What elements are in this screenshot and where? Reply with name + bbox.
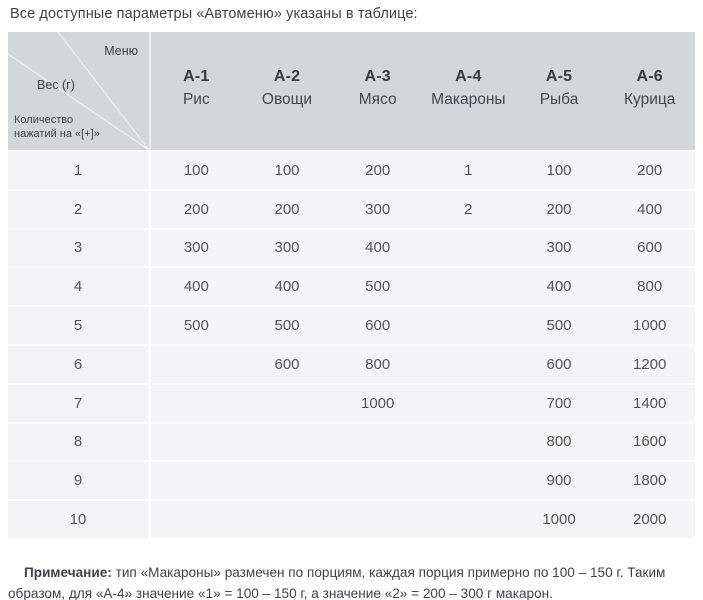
value-cell-a6: 600 xyxy=(637,239,663,257)
presses-cell: 5 xyxy=(8,307,151,344)
column-code: А-3 xyxy=(364,68,391,85)
value-cell-a5: 900 xyxy=(546,472,572,490)
value-cell-a3: 600 xyxy=(365,317,391,335)
presses-cell: 3 xyxy=(8,230,151,267)
presses-cell: 8 xyxy=(8,424,151,461)
value-cell-a2: 600 xyxy=(274,355,300,373)
table-row xyxy=(8,228,695,267)
presses-cell: 2 xyxy=(8,191,151,228)
value-cell-a1 xyxy=(151,424,242,461)
value-cell-a1 xyxy=(151,462,242,499)
value-cell-a3: 800 xyxy=(365,355,391,373)
value-cell-a6: 2000 xyxy=(633,511,667,529)
column-name: Мясо xyxy=(358,91,397,108)
value-cell-a4 xyxy=(423,424,514,461)
value-cell-a5: 1000 xyxy=(542,511,576,529)
value-cell-a6: 1400 xyxy=(633,394,667,412)
table-row xyxy=(8,383,695,422)
header-columns xyxy=(151,32,695,150)
value-cell-a1: 100 xyxy=(183,161,209,179)
table-row xyxy=(8,305,695,344)
presses-cell: 4 xyxy=(8,268,151,305)
column-code: А-5 xyxy=(545,68,573,85)
value-cell-a5: 200 xyxy=(546,200,572,218)
value-cell-a1: 500 xyxy=(183,317,209,335)
value-cell-a1 xyxy=(151,385,242,422)
table-row xyxy=(8,344,695,383)
corner-label-weight: Вес (г) xyxy=(37,78,75,92)
value-cell-a2: 300 xyxy=(274,239,300,257)
value-cell-a5: 400 xyxy=(546,278,572,296)
table-body xyxy=(8,150,695,538)
presses-cell: 10 xyxy=(8,501,151,538)
value-cell-a3: 1000 xyxy=(360,394,395,412)
value-cell-a2 xyxy=(242,424,333,461)
footnote xyxy=(8,562,697,600)
column-header xyxy=(604,32,695,150)
page-title: Все доступные параметры «Автоменю» указаны в таблице: xyxy=(10,6,418,22)
column-name: Рыба xyxy=(539,91,579,108)
presses-cell: 1 xyxy=(8,152,151,189)
value-cell-a2: 100 xyxy=(274,161,300,179)
value-cell-a2: 400 xyxy=(274,278,300,296)
value-cell-a5: 500 xyxy=(546,317,572,335)
value-cell-a3: 300 xyxy=(365,200,391,218)
table-row xyxy=(8,150,695,189)
presses-cell: 6 xyxy=(8,346,151,383)
column-code: А-6 xyxy=(636,68,663,85)
value-cell-a4 xyxy=(423,307,514,344)
value-cell-a3 xyxy=(332,424,423,461)
value-cell-a1 xyxy=(151,501,242,538)
value-cell-a4 xyxy=(423,501,514,538)
presses-cell: 7 xyxy=(8,385,151,422)
value-cell-a2 xyxy=(242,462,333,499)
value-cell-a4: 2 xyxy=(464,200,473,218)
column-code: А-2 xyxy=(273,68,301,85)
value-cell-a6: 200 xyxy=(637,161,663,179)
corner-label-presses: Количество нажатий на «[+]» xyxy=(14,114,100,140)
value-cell-a5: 100 xyxy=(546,161,572,179)
table-row xyxy=(8,499,695,538)
column-header xyxy=(151,32,242,150)
column-name: Курица xyxy=(624,91,676,108)
value-cell-a6: 800 xyxy=(637,278,663,296)
value-cell-a4 xyxy=(423,385,514,422)
value-cell-a6: 400 xyxy=(637,200,663,218)
table-row xyxy=(8,422,695,461)
footnote-label: Примечание: xyxy=(24,564,112,580)
table-header-row xyxy=(8,32,695,150)
column-code: А-4 xyxy=(455,68,482,85)
value-cell-a1: 400 xyxy=(183,278,209,296)
value-cell-a3 xyxy=(332,462,423,499)
value-cell-a5: 700 xyxy=(546,394,572,412)
corner-cell xyxy=(8,32,151,150)
column-header xyxy=(514,32,605,150)
footnote-text: тип «Макароны» размечен по порциям, каждая порция примерно по 100 – 150 г. Таким образом, для «А-4» значение «1» = 100 – 150 г, а значение «2» = 200 – 300 г макарон. xyxy=(8,564,666,600)
value-cell-a5: 800 xyxy=(546,433,572,451)
corner-label-menu: Меню xyxy=(104,44,138,58)
column-header xyxy=(332,32,423,150)
value-cell-a1 xyxy=(151,346,242,383)
presses-cell: 9 xyxy=(8,462,151,499)
value-cell-a6: 1000 xyxy=(633,317,667,335)
value-cell-a2 xyxy=(242,501,333,538)
column-header xyxy=(423,32,514,150)
column-name: Макароны xyxy=(431,91,506,108)
value-cell-a6: 1200 xyxy=(633,355,667,373)
value-cell-a4 xyxy=(423,230,514,267)
value-cell-a3: 400 xyxy=(365,239,391,257)
value-cell-a4 xyxy=(423,268,514,305)
value-cell-a1: 200 xyxy=(183,200,209,218)
value-cell-a2: 200 xyxy=(274,200,300,218)
value-cell-a4 xyxy=(423,346,514,383)
value-cell-a4 xyxy=(423,462,514,499)
value-cell-a2: 500 xyxy=(274,317,300,335)
column-name: Овощи xyxy=(261,91,313,108)
table-row xyxy=(8,189,695,228)
column-name: Рис xyxy=(182,91,210,108)
value-cell-a5: 300 xyxy=(546,239,572,257)
table-row xyxy=(8,266,695,305)
value-cell-a3: 200 xyxy=(365,161,391,179)
automenu-table xyxy=(8,32,695,538)
column-code: А-1 xyxy=(183,68,210,85)
table-row xyxy=(8,460,695,499)
value-cell-a1: 300 xyxy=(183,239,209,257)
value-cell-a4: 1 xyxy=(464,161,473,179)
value-cell-a3 xyxy=(332,501,423,538)
value-cell-a2 xyxy=(242,385,333,422)
column-header xyxy=(242,32,333,150)
value-cell-a3: 500 xyxy=(365,278,391,296)
value-cell-a6: 1800 xyxy=(633,472,667,490)
value-cell-a5: 600 xyxy=(546,355,572,373)
value-cell-a6: 1600 xyxy=(633,433,667,451)
